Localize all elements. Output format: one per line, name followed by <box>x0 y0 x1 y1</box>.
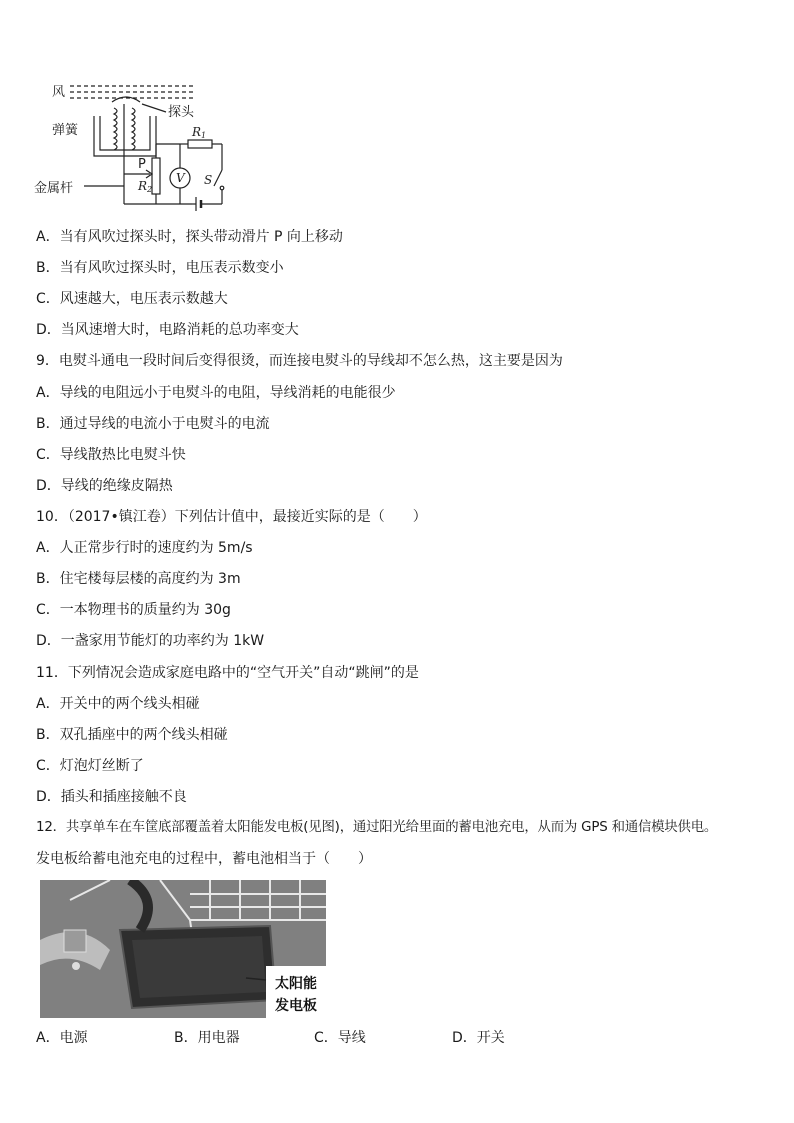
q10-option-b: B．住宅楼每层楼的高度约为 3m <box>36 571 241 587</box>
spring-label: 弹簧 <box>52 123 79 138</box>
photo-label-line1: 太阳能 <box>275 976 317 992</box>
q8-option-d: D．当风速增大时，电路消耗的总功率变大 <box>36 322 299 338</box>
q8-option-b: B．当有风吹过探头时，电压表示数变小 <box>36 260 284 276</box>
q9-stem: 9．电熨斗通电一段时间后变得很烫，而连接电熨斗的导线却不怎么热，这主要是因为 <box>36 353 563 369</box>
q12-option-b: B．用电器 <box>174 1030 240 1046</box>
q11-stem: 11．下列情况会造成家庭电路中的“空气开关”自动“跳闸”的是 <box>36 665 419 681</box>
slider-p-label: P <box>138 157 146 172</box>
q10-option-a: A．人正常步行时的速度约为 5m/s <box>36 540 253 556</box>
q10-option-c: C．一本物理书的质量约为 30g <box>36 602 231 618</box>
wind-label: 风 <box>52 85 66 100</box>
q9-option-c: C．导线散热比电熨斗快 <box>36 447 186 463</box>
q8-option-c: C．风速越大，电压表示数越大 <box>36 291 228 307</box>
q12-option-c: C．导线 <box>314 1030 366 1046</box>
r2-label: R2 <box>138 179 153 194</box>
q10-option-d: D．一盏家用节能灯的功率约为 1kW <box>36 633 265 649</box>
r1-label: R1 <box>192 125 207 140</box>
q12-option-a: A．电源 <box>36 1030 88 1046</box>
wind-speed-circuit-diagram <box>34 78 234 213</box>
q12-stem-line1: 12．共享单车在车筐底部覆盖着太阳能发电板(见图)，通过阳光给里面的蓄电池充电，从而为 GPS 和通信模块供电。 <box>36 820 718 835</box>
q11-option-b: B．双孔插座中的两个线头相碰 <box>36 727 228 743</box>
q12-option-d: D．开关 <box>452 1030 505 1046</box>
probe-label: 探头 <box>168 105 195 120</box>
q10-stem: 10．（2017•镇江卷）下列估计值中，最接近实际的是（ ） <box>36 509 427 525</box>
q9-option-a: A．导线的电阻远小于电熨斗的电阻，导线消耗的电能很少 <box>36 385 396 401</box>
metal-rod-label: 金属杆 <box>34 181 74 196</box>
solar-panel-basket-photo <box>40 880 326 1018</box>
photo-label-line2: 发电板 <box>275 998 317 1014</box>
q9-option-d: D．导线的绝缘皮隔热 <box>36 478 173 494</box>
q11-option-d: D．插头和插座接触不良 <box>36 789 187 805</box>
q9-option-b: B．通过导线的电流小于电熨斗的电流 <box>36 416 270 432</box>
q8-option-a: A．当有风吹过探头时，探头带动滑片 P 向上移动 <box>36 229 343 245</box>
voltmeter-label: V <box>176 171 185 185</box>
q11-option-a: A．开关中的两个线头相碰 <box>36 696 200 712</box>
q11-option-c: C．灯泡灯丝断了 <box>36 758 144 774</box>
switch-s-label: S <box>204 173 213 187</box>
q12-stem-line2: 发电板给蓄电池充电的过程中，蓄电池相当于（ ） <box>36 851 372 867</box>
